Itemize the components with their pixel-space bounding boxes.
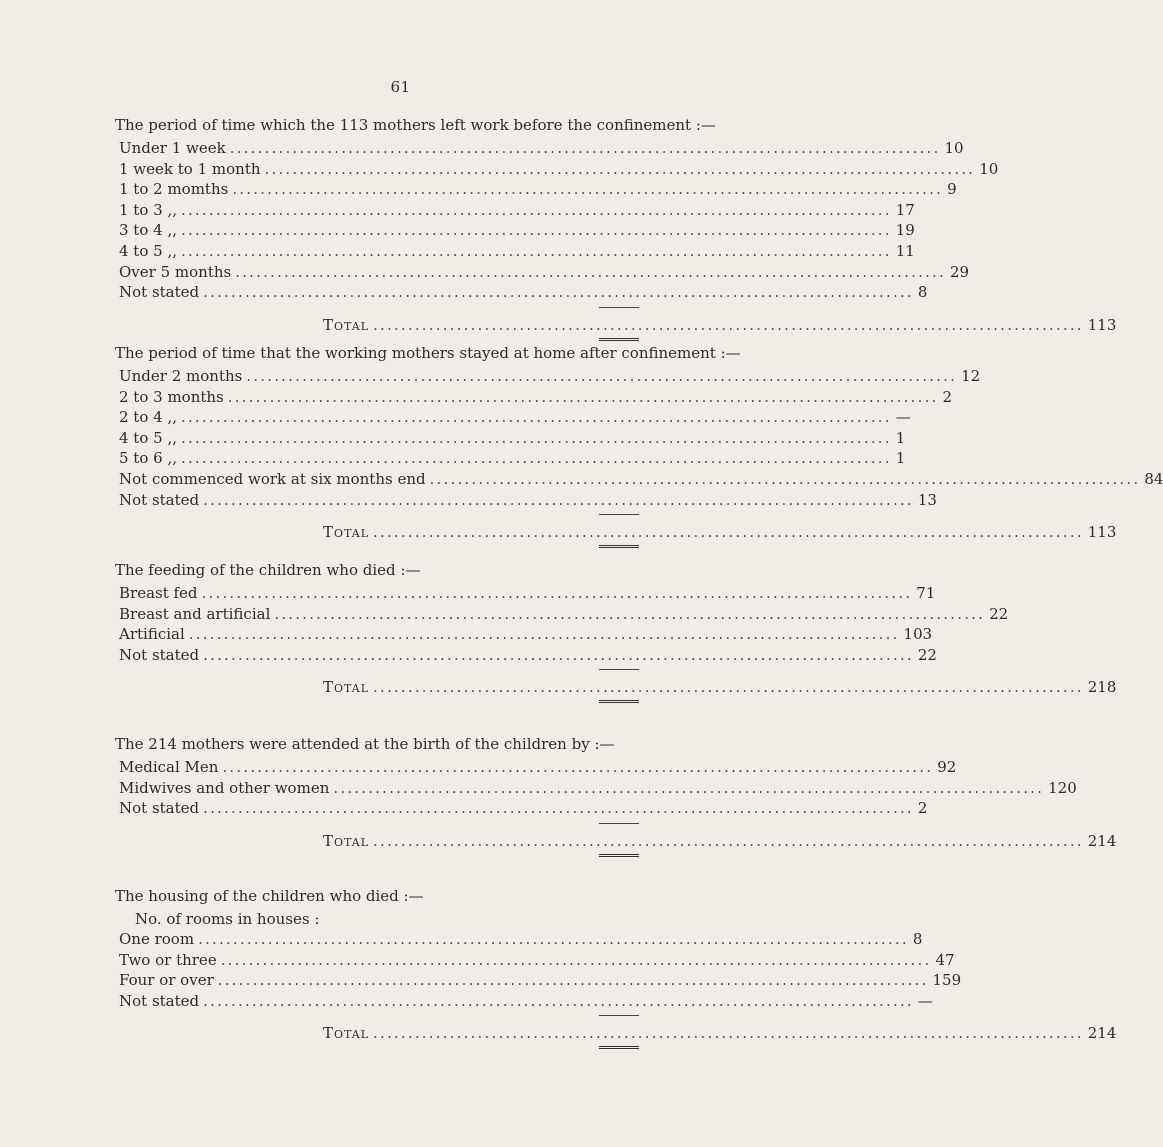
- leader-dots: ......................................................................................................: [264, 159, 976, 178]
- row-value: 2: [917, 799, 928, 818]
- row-value: 2: [942, 387, 953, 406]
- section-subhead: No. of rooms in houses :: [135, 910, 320, 928]
- table-row: [115, 645, 937, 666]
- total-value: 113: [1087, 315, 1117, 334]
- row-value: 92: [937, 758, 957, 776]
- row-label: Under 1 week: [119, 139, 226, 157]
- row-value: 12: [961, 367, 981, 385]
- section-feeding: [115, 561, 1117, 703]
- row-label: 5 to 6 ,,: [119, 449, 177, 468]
- double-rule: [599, 854, 639, 857]
- total-row: [119, 830, 1117, 852]
- table-row: [115, 366, 981, 387]
- leader-dots: ......................................................................................................: [227, 387, 939, 406]
- leader-dots: ......................................................................................................: [203, 283, 914, 302]
- total-label: Total: [323, 523, 370, 542]
- table-row: [115, 200, 915, 221]
- row-label: Not stated: [119, 991, 200, 1010]
- row-label: Four or over: [119, 971, 214, 990]
- table-row: [115, 490, 937, 511]
- row-value: 159: [932, 971, 962, 990]
- table-row: [115, 604, 1009, 625]
- row-label: Artificial: [119, 625, 185, 644]
- page-number: 61: [390, 78, 411, 96]
- row-label: 1 to 2 momths: [119, 180, 229, 199]
- leader-dots: ......................................................................................................: [232, 180, 944, 199]
- table-row: [115, 624, 933, 645]
- double-rule: [599, 338, 639, 341]
- total-label: Total: [323, 315, 370, 334]
- table-row: [115, 798, 928, 819]
- row-label: 1 to 3 ,,: [119, 200, 177, 219]
- leader-dots: ......................................................................................................: [246, 367, 958, 385]
- row-value: 8: [917, 283, 928, 302]
- total-value: 218: [1087, 678, 1117, 697]
- leader-dots: ......................................................................................................: [220, 950, 932, 969]
- leader-dots: ......................................................................................................: [181, 408, 892, 427]
- table-row: [115, 241, 915, 262]
- section-intro: The feeding of the children who died :—: [115, 561, 421, 579]
- total-rule: [599, 307, 639, 308]
- row-value: 120: [1048, 778, 1077, 797]
- table-row: [115, 138, 964, 159]
- table-row: [115, 159, 999, 180]
- leader-dots: ......................................................................................................: [198, 930, 909, 948]
- double-rule: [599, 700, 639, 703]
- total-rule: [599, 1015, 639, 1016]
- section-attendance-at-birth: [115, 735, 1117, 857]
- total-label: Total: [323, 831, 370, 850]
- row-label: 2 to 4 ,,: [119, 408, 177, 427]
- row-value: 47: [935, 950, 955, 969]
- table-row: [115, 970, 962, 991]
- row-label: Not stated: [119, 283, 200, 302]
- row-label: Not commenced work at six months end: [119, 469, 426, 488]
- table-row: [115, 778, 1077, 799]
- row-label: Not stated: [119, 645, 200, 664]
- row-label: Two or three: [119, 950, 217, 969]
- leader-dots: ......................................................................................................: [203, 645, 914, 664]
- row-value: 11: [895, 241, 915, 260]
- section-stay-home-after-confinement: [115, 344, 1163, 548]
- table-row: [115, 448, 906, 469]
- table-row: [115, 407, 911, 428]
- leader-dots: ......................................................................................................: [235, 262, 946, 281]
- total-label: Total: [323, 1024, 370, 1043]
- row-value: 29: [949, 262, 970, 281]
- section-intro: The period of time which the 113 mothers left work before the confinement :—: [115, 116, 716, 134]
- leader-dots: ......................................................................................................: [373, 678, 1084, 697]
- total-value: 113: [1087, 523, 1117, 542]
- table-row: [115, 387, 953, 408]
- leader-dots: ......................................................................................................: [373, 315, 1084, 334]
- row-label: Breast fed: [119, 584, 198, 602]
- leader-dots: ......................................................................................................: [203, 991, 914, 1010]
- total-rule: [599, 514, 639, 515]
- table-row: [115, 428, 906, 449]
- row-label: Midwives and other women: [119, 778, 330, 797]
- row-value: 19: [895, 221, 915, 240]
- row-value: 9: [947, 180, 957, 199]
- leader-dots: ......................................................................................................: [181, 449, 892, 468]
- section-intro: The housing of the children who died :—: [115, 887, 424, 905]
- row-value: 103: [903, 625, 933, 644]
- row-value: 1: [895, 449, 906, 468]
- total-rule: [599, 823, 639, 824]
- row-value: 22: [989, 604, 1009, 623]
- leader-dots: ......................................................................................................: [217, 971, 929, 990]
- section-intro: The 214 mothers were attended at the birth of the children by :—: [115, 735, 615, 753]
- row-value: 17: [895, 200, 915, 219]
- row-label: 3 to 4 ,,: [119, 221, 177, 240]
- section-intro: The period of time that the working mothers stayed at home after confinement :—: [115, 344, 741, 362]
- leader-dots: ......................................................................................................: [181, 241, 892, 260]
- section-leave-before-confinement: [115, 116, 1117, 341]
- table-row: [115, 991, 933, 1012]
- leader-dots: ......................................................................................................: [181, 428, 892, 447]
- leader-dots: ......................................................................................................: [188, 625, 900, 644]
- section-housing: [115, 887, 1117, 1049]
- total-row: [119, 676, 1117, 698]
- row-label: 4 to 5 ,,: [119, 428, 177, 447]
- row-value: 10: [944, 139, 964, 157]
- leader-dots: ......................................................................................................: [222, 758, 934, 776]
- leader-dots: ......................................................................................................: [229, 139, 941, 157]
- row-label: 2 to 3 months: [119, 387, 224, 406]
- total-row: [119, 1022, 1117, 1044]
- row-label: Under 2 months: [119, 367, 243, 385]
- total-row: [119, 521, 1117, 543]
- leader-dots: ......................................................................................................: [373, 831, 1084, 850]
- leader-dots: ......................................................................................................: [274, 604, 986, 623]
- row-value: 71: [916, 584, 936, 602]
- row-value: 84: [1144, 469, 1163, 488]
- leader-dots: ......................................................................................................: [203, 799, 914, 818]
- leader-dots: ......................................................................................................: [203, 490, 914, 509]
- row-label: One room: [119, 930, 195, 948]
- row-value: 22: [917, 645, 937, 664]
- row-label: Not stated: [119, 490, 200, 509]
- table-row: [115, 583, 936, 604]
- row-label: Over 5 months: [119, 262, 232, 281]
- row-label: 4 to 5 ,,: [119, 241, 177, 260]
- leader-dots: ......................................................................................................: [333, 778, 1045, 797]
- leader-dots: ......................................................................................................: [373, 1024, 1084, 1043]
- row-value: —: [917, 991, 933, 1010]
- table-row: [115, 950, 955, 971]
- row-label: Not stated: [119, 799, 200, 818]
- row-value: 8: [912, 930, 923, 948]
- row-label: 1 week to 1 month: [119, 159, 261, 178]
- row-value: 1: [895, 428, 906, 447]
- total-label: Total: [323, 678, 370, 697]
- leader-dots: ......................................................................................................: [181, 221, 892, 240]
- table-row: [115, 757, 957, 778]
- double-rule: [599, 545, 639, 548]
- table-row: [115, 929, 923, 950]
- total-value: 214: [1087, 831, 1117, 850]
- table-row: [115, 179, 957, 200]
- total-row: [119, 314, 1117, 336]
- table-row: [115, 469, 1163, 490]
- row-value: —: [895, 408, 911, 427]
- leader-dots: ......................................................................................................: [201, 584, 913, 602]
- leader-dots: ......................................................................................................: [181, 200, 892, 219]
- table-row: [115, 262, 970, 283]
- row-label: Medical Men: [119, 758, 219, 776]
- table-row: [115, 282, 928, 303]
- row-label: Breast and artificial: [119, 604, 271, 623]
- total-rule: [599, 669, 639, 670]
- table-row: [115, 220, 915, 241]
- double-rule: [599, 1046, 639, 1049]
- total-value: 214: [1087, 1024, 1117, 1043]
- leader-dots: ......................................................................................................: [429, 469, 1141, 488]
- row-value: 13: [917, 490, 937, 509]
- row-value: 10: [979, 159, 999, 178]
- leader-dots: ......................................................................................................: [373, 523, 1084, 542]
